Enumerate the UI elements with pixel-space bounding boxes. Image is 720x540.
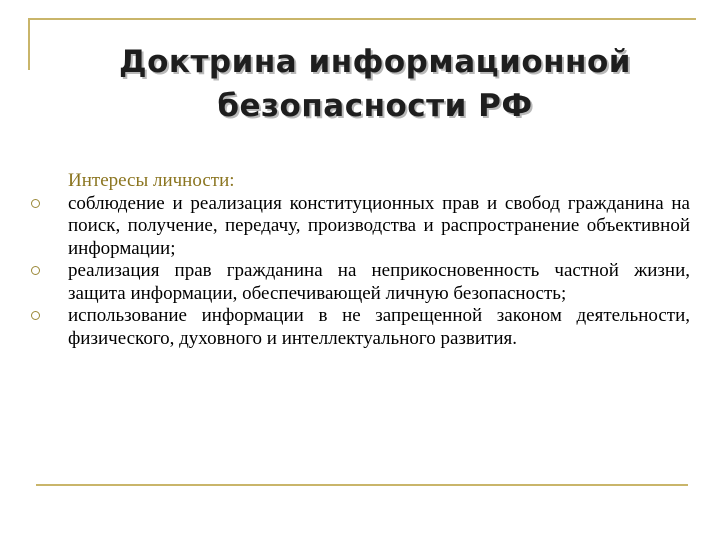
bullet-text: реализация прав гражданина на неприкосновенность частной жизни, защита информации, обеспечивающей личную безопасность; bbox=[68, 260, 690, 304]
slide-title-line-2: безопасности РФ bbox=[217, 88, 533, 124]
bullet-list bbox=[68, 193, 690, 351]
bullet-item bbox=[68, 305, 690, 350]
frame-left-line bbox=[28, 18, 30, 70]
frame-top-line bbox=[28, 18, 696, 20]
bullet-text: соблюдение и реализация конституционных прав и свобод гражданина на поиск, получение, передачу, производства и распространение объективной информации; bbox=[68, 192, 690, 259]
bullet-item bbox=[68, 260, 690, 305]
circle-bullet-icon bbox=[31, 266, 40, 275]
bullet-text: использование информации в не запрещенной законом деятельности, физического, духовного и интеллектуального развития. bbox=[68, 305, 690, 349]
frame-bottom-line bbox=[36, 484, 688, 486]
circle-bullet-icon bbox=[31, 311, 40, 320]
circle-bullet-icon bbox=[31, 199, 40, 208]
bullet-item bbox=[68, 193, 690, 261]
section-heading: Интересы личности: bbox=[68, 170, 235, 191]
slide-title bbox=[60, 40, 690, 128]
slide-content bbox=[68, 170, 690, 350]
slide-title-line-1: Доктрина информационной bbox=[119, 44, 631, 80]
